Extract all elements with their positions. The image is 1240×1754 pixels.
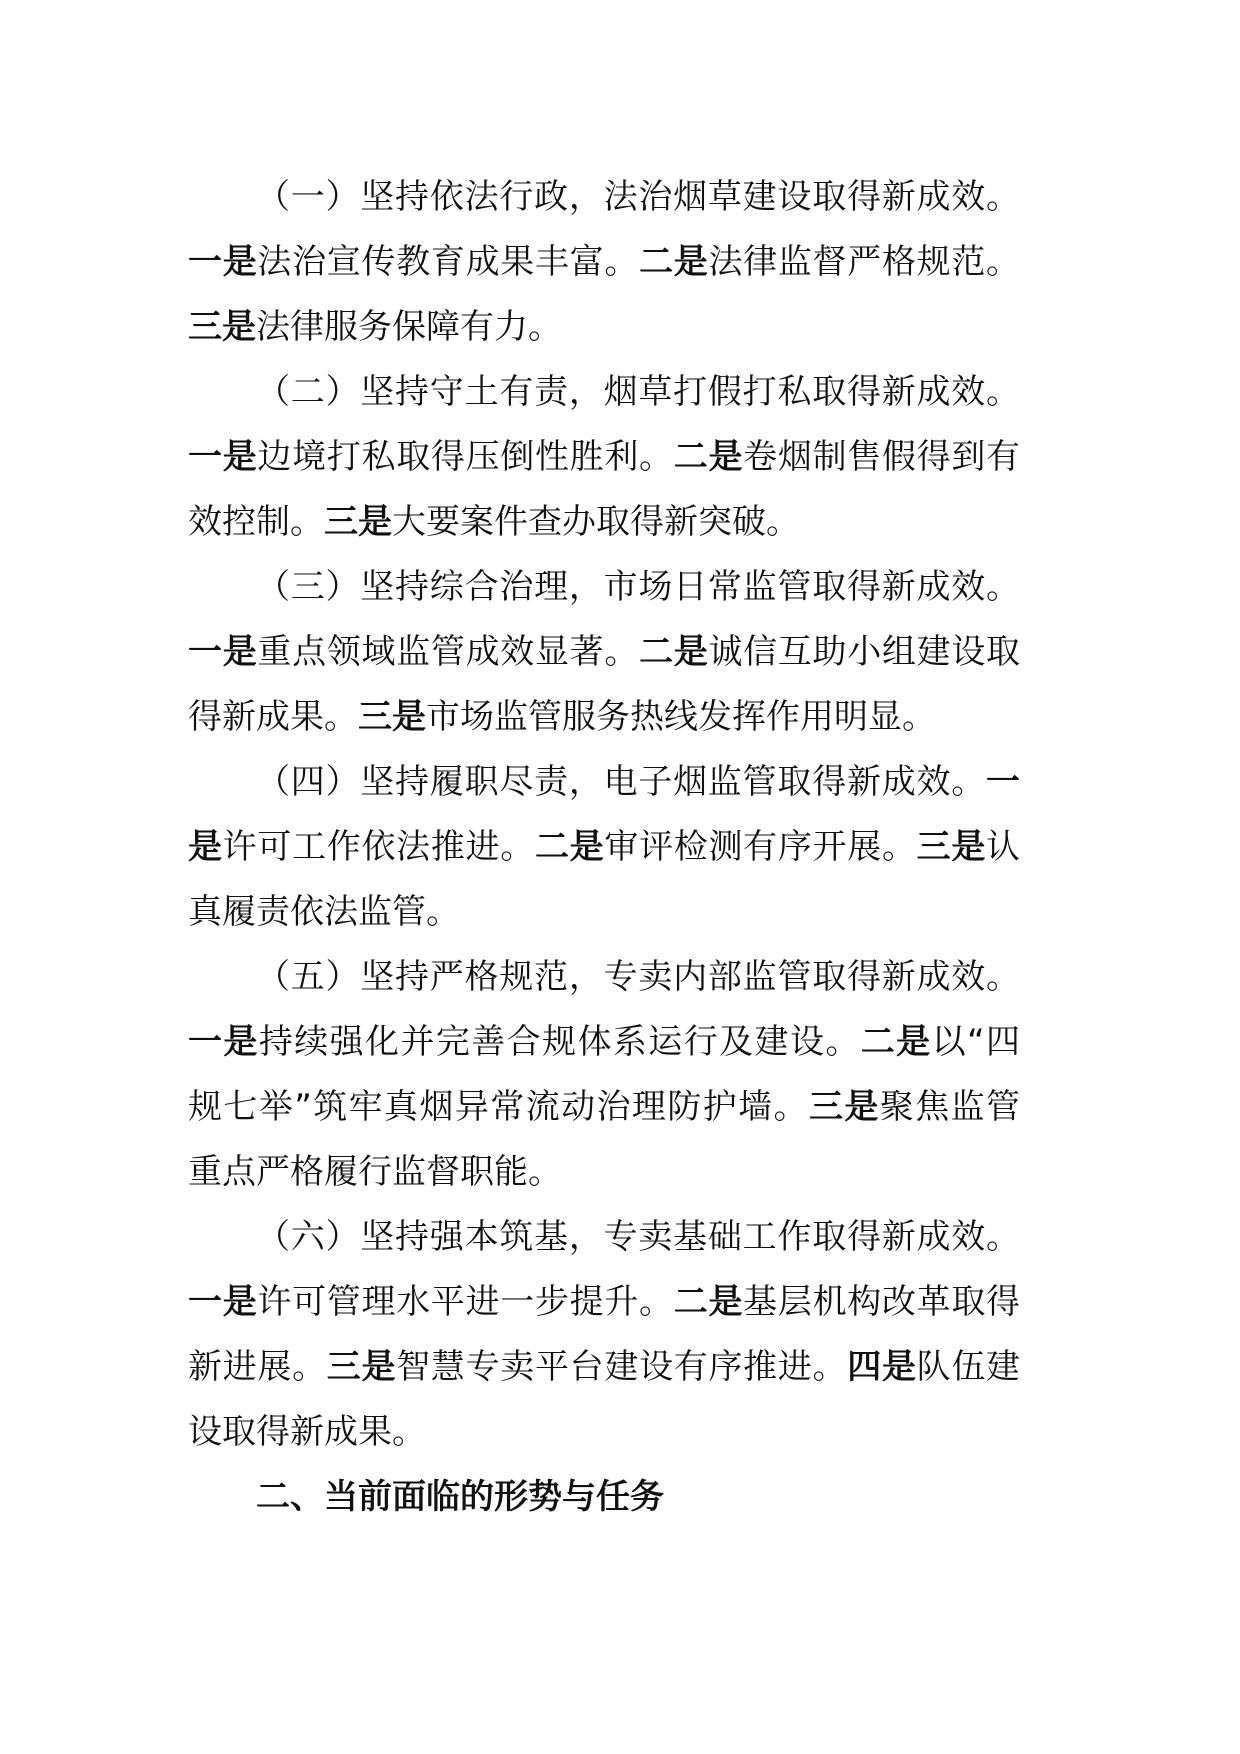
item-label: 四是 [847,1347,917,1387]
document-body [188,165,1020,1530]
item-label: 三是 [358,697,426,737]
item-text: 诚信互助小组建设取得新成果。 [188,632,1021,737]
item-text: 重点领域监管成效显著。 [257,632,640,672]
item-text: 持续强化并完善合规体系运行及建设。 [258,1022,861,1062]
item-label: 三是 [188,307,256,347]
item-label: 一是 [188,242,258,282]
item-text: 边境打私取得压倒性胜利。 [257,437,674,477]
item-text: 法治宣传教育成果丰富。 [257,242,640,282]
item-text: 以“四规七举”筑牢真烟异常流动治理防护墙。 [188,1022,1021,1127]
item-label: 一是 [188,762,1020,867]
item-text: 法律监督严格规范。 [708,242,1021,282]
paragraph-heading: （二）坚持守土有责，烟草打假打私取得新成效。 [256,372,1020,412]
item-label: 二是 [673,437,744,477]
paragraph-1 [188,165,1020,360]
paragraph-heading: （五）坚持严格规范，专卖内部监管取得新成效。 [256,957,1020,997]
item-text: 认真履责依法监管。 [188,827,1021,932]
paragraph-3 [188,555,1020,750]
item-label: 二是 [534,827,605,867]
item-text: 智慧专卖平台建设有序推进。 [396,1347,848,1387]
item-label: 二是 [639,242,709,282]
item-label: 一是 [188,1022,259,1062]
paragraph-6 [188,1205,1020,1465]
paragraph-heading: （一）坚持依法行政，法治烟草建设取得新成效。 [256,177,1020,217]
item-label: 一是 [188,1282,258,1322]
item-text: 市场监管服务热线发挥作用明显。 [426,697,936,737]
item-text: 审评检测有序开展。 [604,827,917,867]
item-label: 三是 [324,502,392,542]
paragraph-4 [188,750,1020,945]
item-label: 二是 [860,1022,932,1062]
item-text: 许可管理水平进一步提升。 [257,1282,674,1322]
item-text: 大要案件查办取得新突破。 [392,502,800,542]
item-label: 三是 [808,1087,880,1127]
item-label: 一是 [188,437,258,477]
item-label: 二是 [639,632,709,672]
item-text: 法律服务保障有力。 [256,307,562,347]
item-text: 基层机构改革取得新进展。 [188,1282,1021,1387]
item-text: 队伍建设取得新成果。 [188,1347,1021,1452]
item-label: 三是 [326,1347,397,1387]
paragraph-heading: （四）坚持履职尽责，电子烟监管取得新成效。 [256,762,986,802]
paragraph-heading: （六）坚持强本筑基，专卖基础工作取得新成效。 [256,1217,1020,1257]
paragraph-heading: （三）坚持综合治理，市场日常监管取得新成效。 [256,567,1020,607]
item-label: 一是 [188,632,258,672]
item-text: 聚焦监管重点严格履行监督职能。 [188,1087,1021,1192]
item-text: 卷烟制售假得到有效控制。 [188,437,1021,542]
paragraph-5 [188,945,1020,1205]
paragraph-2 [188,360,1020,555]
item-label: 二是 [673,1282,744,1322]
item-label: 三是 [916,827,987,867]
item-text: 许可工作依法推进。 [222,827,535,867]
section-heading: 二、当前面临的形势与任务 [256,1477,664,1517]
